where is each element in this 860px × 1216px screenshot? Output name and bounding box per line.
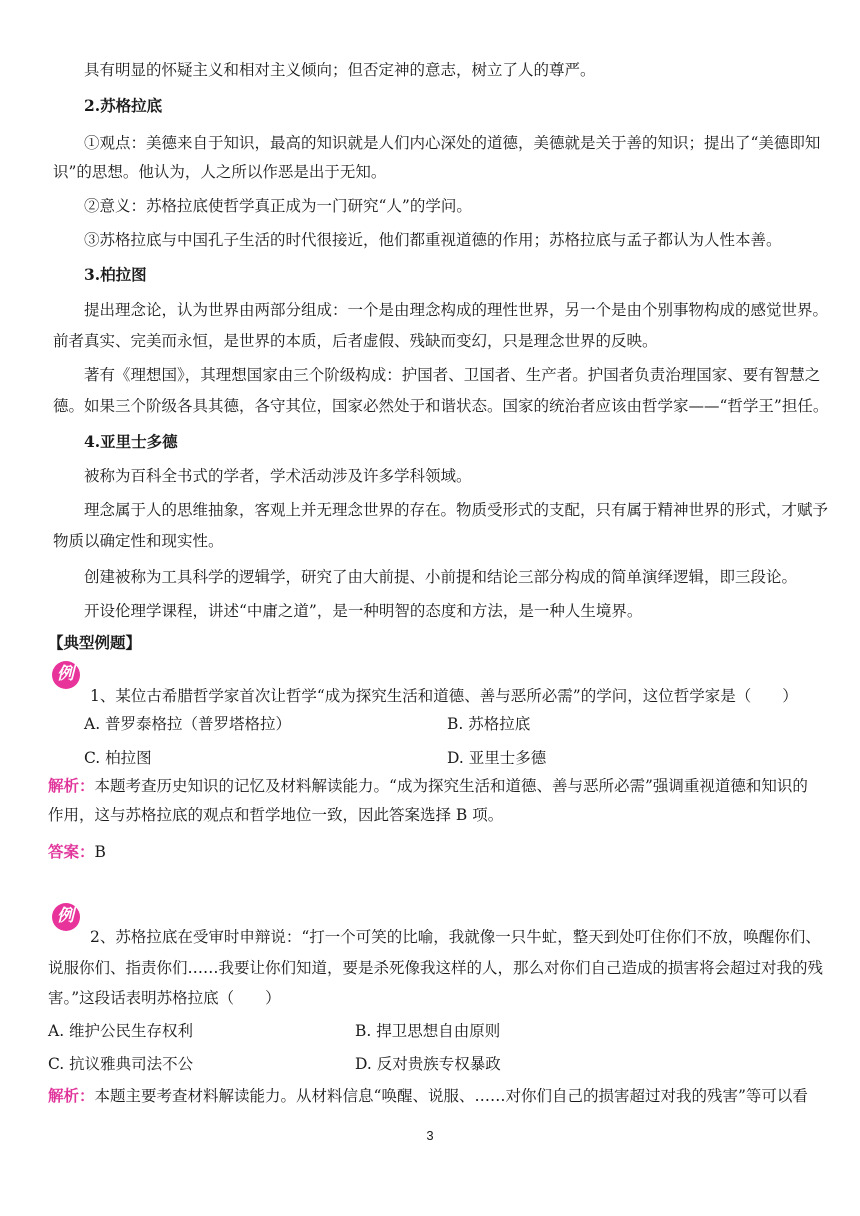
text-line: ①观点：美德来自于知识，最高的知识就是人们内心深处的道德，美德就是关于善的知识；提出了“美德即知 xyxy=(84,134,821,152)
page-number: 3 xyxy=(426,1128,434,1143)
text-line: 开设伦理学课程，讲述“中庸之道”，是一种明智的态度和方法，是一种人生境界。 xyxy=(84,602,643,620)
text-line: 物质以确定性和现实性。 xyxy=(53,532,224,550)
question-1-option-c: C. 柏拉图 xyxy=(84,749,152,767)
analysis-text: 本题主要考查材料解读能力。从材料信息“唤醒、说服、……对你们自己的损害超过对我的残害”等可以看 xyxy=(94,1087,808,1105)
question-1-analysis xyxy=(48,776,808,796)
analysis-label: 解析： xyxy=(48,1086,95,1105)
text-line: 具有明显的怀疑主义和相对主义倾向；但否定神的意志，树立了人的尊严。 xyxy=(84,61,596,79)
text-line: ③苏格拉底与中国孔子生活的时代很接近，他们都重视道德的作用；苏格拉底与孟子都认为人性本善。 xyxy=(84,231,782,249)
question-1-option-a: A. 普罗泰格拉（普罗塔格拉） xyxy=(84,715,292,733)
text-line: 识”的思想。他认为，人之所以作恶是出于无知。 xyxy=(53,163,387,181)
text-line: 理念属于人的思维抽象，客观上并无理念世界的存在。物质受形式的支配，只有属于精神世界的形式，才赋予 xyxy=(84,501,829,519)
text-line: 创建被称为工具科学的逻辑学，研究了由大前提、小前提和结论三部分构成的简单演绎逻辑，即三段论。 xyxy=(84,568,798,586)
text-line: 著有《理想国》，其理想国家由三个阶级构成：护国者、卫国者、生产者。护国者负责治理国家、要有智慧之 xyxy=(84,366,821,384)
question-1-answer xyxy=(48,842,106,862)
text-line: 德。如果三个阶级各具其德，各守其位，国家必然处于和谐状态。国家的统治者应该由哲学家——“哲学王”担任。 xyxy=(53,397,829,415)
question-1-option-d: D. 亚里士多德 xyxy=(447,749,547,767)
section-heading-socrates: 2.苏格拉底 xyxy=(84,96,163,115)
question-2-stem-cont: 说服你们、指责你们……我要让你们知道，要是杀死像我这样的人，那么对你们自己造成的损害将会超过对我的残 xyxy=(48,959,824,977)
example-badge-icon: 例 xyxy=(52,661,82,691)
question-2-option-b: B. 捍卫思想自由原则 xyxy=(355,1022,501,1040)
question-2-stem: 2、苏格拉底在受审时申辩说：“打一个可笑的比喻，我就像一只牛虻，整天到处叮住你们不放，唤醒你们、 xyxy=(90,928,821,946)
question-1-option-b: B. 苏格拉底 xyxy=(447,715,531,733)
example-badge-icon: 例 xyxy=(52,903,82,933)
question-1-stem: 1、某位古希腊哲学家首次让哲学“成为探究生活和道德、善与恶所必需”的学问，这位哲学家是（ ） xyxy=(90,687,798,705)
text-line: ②意义：苏格拉底使哲学真正成为一门研究“人”的学问。 xyxy=(84,197,472,215)
text-line: 前者真实、完美而永恒，是世界的本质，后者虚假、残缺而变幻，只是理念世界的反映。 xyxy=(53,332,658,350)
question-2-option-a: A. 维护公民生存权利 xyxy=(48,1022,194,1040)
answer-value: B xyxy=(94,843,106,861)
text-line: 提出理念论，认为世界由两部分组成：一个是由理念构成的理性世界，另一个是由个别事物构成的感觉世界。 xyxy=(84,301,829,319)
question-1-analysis-cont: 作用，这与苏格拉底的观点和哲学地位一致，因此答案选择 B 项。 xyxy=(48,806,504,824)
examples-heading: 【典型例题】 xyxy=(48,633,142,652)
section-heading-aristotle: 4.亚里士多德 xyxy=(84,432,178,451)
question-2-analysis xyxy=(48,1086,808,1106)
question-2-option-c: C. 抗议雅典司法不公 xyxy=(48,1055,194,1073)
question-2-stem-cont: 害。”这段话表明苏格拉底（ ） xyxy=(48,989,281,1007)
answer-label: 答案： xyxy=(48,842,95,861)
text-line: 被称为百科全书式的学者，学术活动涉及许多学科领域。 xyxy=(84,467,472,485)
section-heading-plato: 3.柏拉图 xyxy=(84,265,147,284)
analysis-text: 本题考查历史知识的记忆及材料解读能力。“成为探究生活和道德、善与恶所必需”强调重视道德和知识的 xyxy=(94,777,808,795)
analysis-label: 解析： xyxy=(48,776,95,795)
question-2-option-d: D. 反对贵族专权暴政 xyxy=(355,1055,501,1073)
